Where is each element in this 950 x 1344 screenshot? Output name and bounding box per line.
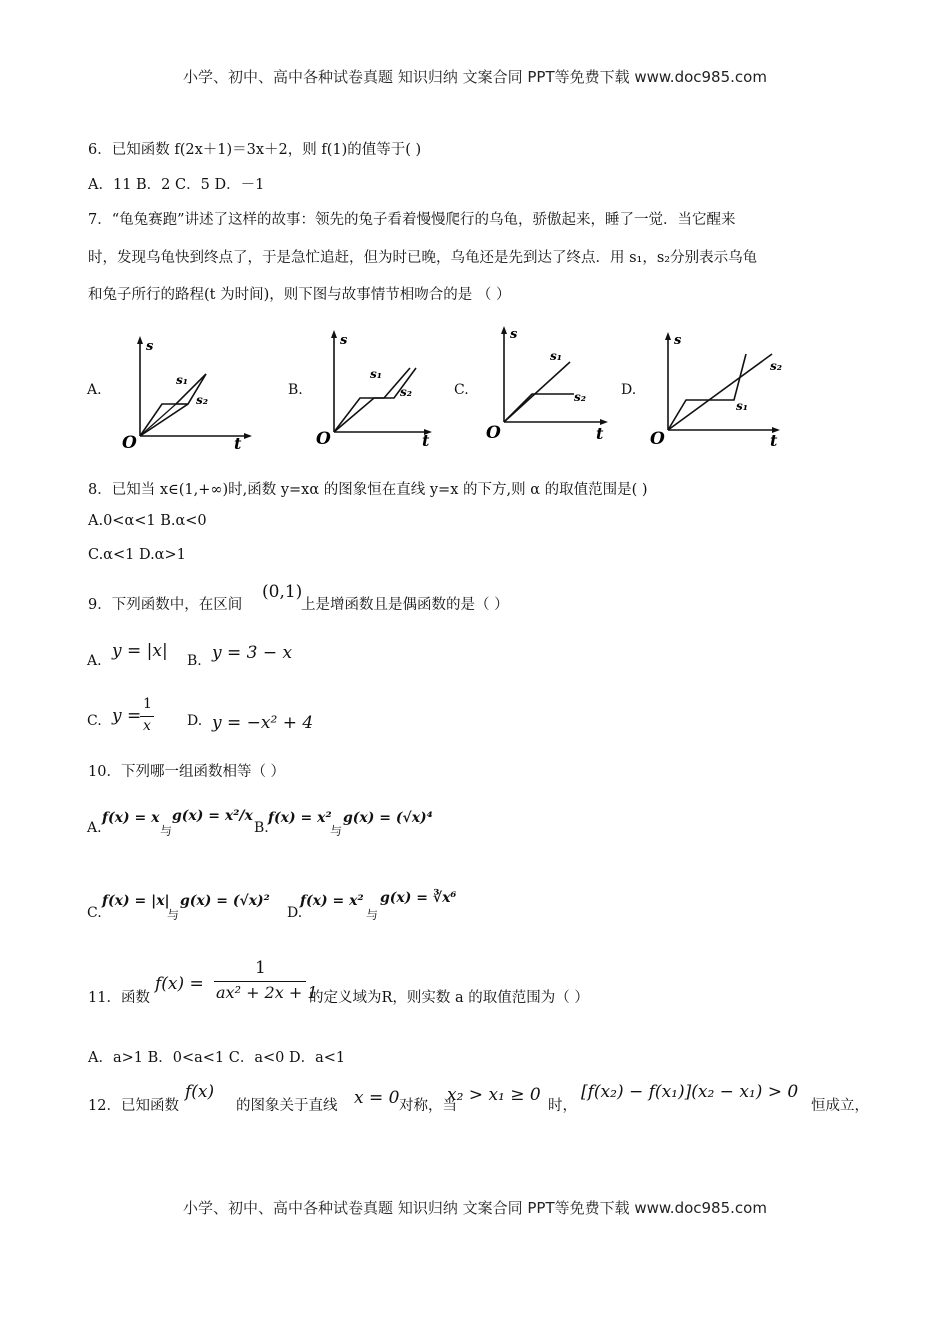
q11-fraction-bar <box>214 981 306 982</box>
q7b-s2: s₂ <box>400 385 413 399</box>
q7-graph-b <box>312 326 452 448</box>
q7c-axis-t: t <box>596 424 604 442</box>
q6-options: A．11 B．2 C．5 D．－1 <box>88 177 265 193</box>
q7-option-d-label: D. <box>621 382 637 398</box>
q9-option-a-label: A. <box>87 653 102 669</box>
q8-stem: 8．已知当 x∈(1,+∞)时,函数 y=xα 的图象恒在直线 y=x 的下方,则 α 的取值范围是( ) <box>88 482 648 498</box>
q7a-origin: O <box>122 433 137 450</box>
q7c-s2: s₂ <box>574 390 587 404</box>
q7b-axis-s: s <box>340 333 348 348</box>
q11-numerator: 1 <box>255 958 266 978</box>
q7-option-b-label: B. <box>288 382 303 398</box>
q7d-axis-s: s <box>674 333 682 348</box>
q9-option-b-label: B. <box>187 653 202 669</box>
q10-option-c-f: f(x) = |x| <box>102 893 170 909</box>
q11-stem-b: 的定义域为R，则实数 a 的取值范围为（ ） <box>309 990 589 1006</box>
q7d-s1: s₁ <box>736 399 749 413</box>
q10-option-a-label: A. <box>87 820 102 836</box>
q12-stem-c: 对称，当 <box>399 1098 457 1114</box>
q10-stem: 10．下列哪一组函数相等（ ） <box>88 764 286 780</box>
q7-graph-c <box>480 322 620 442</box>
q7-graph-a <box>118 332 258 450</box>
q10-option-c-with: 与 <box>167 908 180 922</box>
q10-option-c-label: C. <box>87 905 102 921</box>
q9-interval: (0,1) <box>262 582 303 602</box>
q9-option-c-den: x <box>143 718 151 734</box>
q10-option-b-g: g(x) = (√x)⁴ <box>343 810 433 826</box>
q12-inequality: [f(x₂) − f(x₁)](x₂ − x₁) > 0 <box>581 1082 799 1102</box>
q7-option-c-label: C. <box>454 382 469 398</box>
q10-option-a-f: f(x) = x <box>102 810 160 826</box>
q9-option-c-num: 1 <box>143 696 152 712</box>
q7a-axis-s: s <box>146 339 154 354</box>
page-footer: 小学、初中、高中各种试卷真题 知识归纳 文案合同 PPT等免费下载 www.doc985.com <box>183 1199 767 1217</box>
q12-line-eq: x = 0 <box>354 1088 400 1108</box>
q7a-s1: s₁ <box>176 373 189 387</box>
q6-stem: 6．已知函数 f(2x＋1)＝3x＋2，则 f(1)的值等于( ) <box>88 142 422 158</box>
q12-stem-e: 恒成立， <box>811 1098 869 1114</box>
q12-fx: f(x) <box>185 1082 215 1102</box>
q8-options-1: A.0<α<1 B.α<0 <box>88 513 207 529</box>
q7b-s1: s₁ <box>370 367 383 381</box>
q7a-axis-t: t <box>234 434 242 450</box>
q10-option-d-with: 与 <box>366 908 379 922</box>
q7d-origin: O <box>650 429 665 449</box>
q10-option-d-g: g(x) = ∛x⁶ <box>380 890 457 906</box>
q12-stem-a: 12．已知函数 <box>88 1098 179 1114</box>
q9-option-a: y = |x| <box>112 641 168 661</box>
q7d-axis-t: t <box>770 431 778 450</box>
q10-option-d-f: f(x) = x² <box>300 893 364 909</box>
q7b-origin: O <box>316 429 331 448</box>
q10-option-a-g: g(x) = x²/x <box>172 808 253 824</box>
q9-option-c-label: C. <box>87 713 102 729</box>
q9-option-c-fraction-bar <box>140 716 154 717</box>
q7a-s2: s₂ <box>196 393 209 407</box>
page-header: 小学、初中、高中各种试卷真题 知识归纳 文案合同 PPT等免费下载 www.doc985.com <box>183 68 767 86</box>
q9-option-c-lhs: y = <box>112 706 142 726</box>
q9-option-d: y = −x² + 4 <box>212 713 314 733</box>
q10-option-c-g: g(x) = (√x)² <box>180 893 270 909</box>
q7b-axis-t: t <box>422 431 430 448</box>
q9-option-b: y = 3 − x <box>212 643 293 663</box>
q10-option-b-with: 与 <box>330 824 343 838</box>
q11-stem-a: 11．函数 <box>88 990 150 1006</box>
q7c-s1: s₁ <box>550 349 563 363</box>
q11-f-lhs: f(x) = <box>155 974 204 994</box>
q10-option-b-label: B. <box>254 820 269 836</box>
q12-condition: x₂ > x₁ ≥ 0 <box>447 1085 541 1105</box>
q11-denominator: ax² + 2x + 1 <box>216 983 318 1002</box>
q9-stem-b: 上是增函数且是偶函数的是（ ） <box>301 597 509 613</box>
q7-line1: 7．“龟兔赛跑”讲述了这样的故事：领先的兔子看着慢慢爬行的乌龟，骄傲起来，睡了一觉．当它醒来 <box>88 212 736 228</box>
q12-stem-d: 时， <box>548 1098 577 1114</box>
q11-options: A．a>1 B．0<a<1 C．a<0 D．a<1 <box>88 1050 346 1066</box>
q10-option-d-label: D. <box>287 905 303 921</box>
q7c-origin: O <box>486 423 501 442</box>
q8-options-2: C.α<1 D.α>1 <box>88 547 186 563</box>
q7-line2: 时，发现乌龟快到终点了，于是急忙追赶，但为时已晚，乌龟还是先到达了终点．用 s₁，s₂分别表示乌龟 <box>88 250 758 266</box>
q7-line3: 和兔子所行的路程(t 为时间)，则下图与故事情节相吻合的是 （ ） <box>88 287 511 303</box>
q10-option-a-with: 与 <box>160 824 173 838</box>
q7-graph-d <box>646 328 796 450</box>
q9-stem-a: 9．下列函数中，在区间 <box>88 597 243 613</box>
q9-option-d-label: D. <box>187 713 203 729</box>
q12-stem-b: 的图象关于直线 <box>236 1098 338 1114</box>
q10-option-b-f: f(x) = x² <box>268 810 332 826</box>
q7c-axis-s: s <box>510 327 518 342</box>
q7d-s2: s₂ <box>770 359 783 373</box>
q7-option-a-label: A. <box>87 382 102 398</box>
